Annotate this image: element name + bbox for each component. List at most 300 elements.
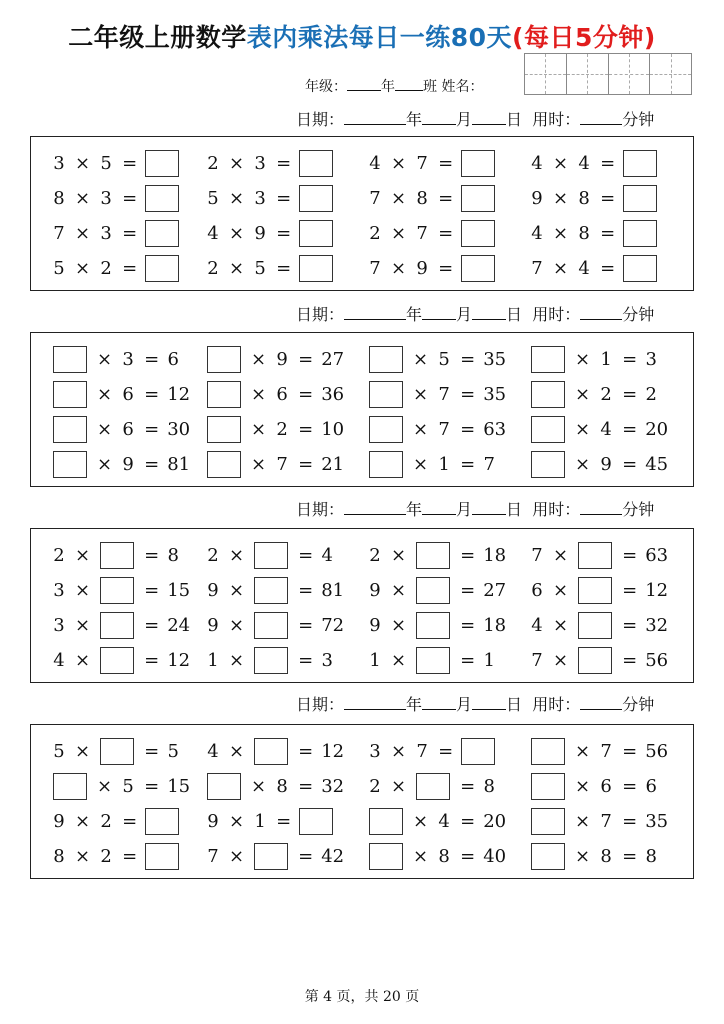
- number: 35: [483, 348, 507, 370]
- answer-box[interactable]: [299, 185, 333, 212]
- number: 9: [276, 348, 288, 370]
- number: 18: [483, 544, 507, 566]
- multiplication-problem: [53, 806, 179, 836]
- answer-box[interactable]: [369, 843, 403, 870]
- answer-box[interactable]: [254, 647, 288, 674]
- year-blank[interactable]: [344, 304, 406, 320]
- time-used-label: 用时：: [532, 695, 581, 714]
- number: 7: [600, 810, 612, 832]
- class-blank[interactable]: [395, 77, 423, 91]
- multiplication-problem: [207, 610, 344, 640]
- multiplication-problem: [207, 253, 333, 283]
- multiplication-problem: [207, 218, 333, 248]
- number: 7: [600, 740, 612, 762]
- answer-box[interactable]: [531, 738, 565, 765]
- number: 30: [167, 418, 191, 440]
- month-blank[interactable]: [422, 109, 456, 125]
- name-grid-cell[interactable]: [525, 54, 567, 94]
- answer-box[interactable]: [207, 451, 241, 478]
- number: 3: [321, 649, 333, 671]
- multiplication-problem: [207, 841, 344, 871]
- number: 8: [438, 845, 450, 867]
- month-label: 月: [456, 110, 473, 129]
- date-time-line: [296, 302, 696, 325]
- answer-box[interactable]: [461, 738, 495, 765]
- answer-box[interactable]: [623, 220, 657, 247]
- month-label: 月: [456, 500, 473, 519]
- equals-sign: =: [622, 348, 638, 370]
- multiplication-problem: [531, 771, 657, 801]
- month-blank[interactable]: [422, 694, 456, 710]
- number: 7: [438, 383, 450, 405]
- number: 63: [645, 544, 669, 566]
- answer-box[interactable]: [254, 612, 288, 639]
- equals-sign: =: [460, 810, 476, 832]
- equals-sign: =: [460, 614, 476, 636]
- equals-sign: =: [144, 418, 160, 440]
- times-sign: ×: [391, 579, 407, 601]
- times-sign: ×: [575, 453, 591, 475]
- equals-sign: =: [460, 348, 476, 370]
- number: 2: [207, 544, 219, 566]
- equals-sign: =: [438, 222, 454, 244]
- multiplication-problem: [207, 148, 333, 178]
- name-grid-cell[interactable]: [650, 54, 691, 94]
- number: 4: [369, 152, 381, 174]
- multiplication-problem: [369, 771, 495, 801]
- answer-box[interactable]: [531, 416, 565, 443]
- number: 2: [100, 810, 112, 832]
- number: 27: [321, 348, 345, 370]
- date-time-line: [296, 497, 696, 520]
- number: 36: [321, 383, 345, 405]
- number: 3: [100, 187, 112, 209]
- day-blank[interactable]: [472, 109, 506, 125]
- multiplication-problem: [531, 414, 668, 444]
- times-sign: ×: [75, 810, 91, 832]
- times-sign: ×: [75, 614, 91, 636]
- answer-box[interactable]: [461, 150, 495, 177]
- number: 3: [53, 614, 65, 636]
- answer-box[interactable]: [578, 647, 612, 674]
- equals-sign: =: [460, 544, 476, 566]
- number: 4: [578, 257, 590, 279]
- number: 10: [321, 418, 345, 440]
- equals-sign: =: [298, 453, 314, 475]
- number: 4: [578, 152, 590, 174]
- answer-box[interactable]: [145, 808, 179, 835]
- number: 2: [100, 257, 112, 279]
- equals-sign: =: [460, 579, 476, 601]
- exercise-section: [30, 724, 694, 879]
- times-sign: ×: [75, 845, 91, 867]
- times-sign: ×: [229, 257, 245, 279]
- number: 1: [369, 649, 381, 671]
- equals-sign: =: [622, 649, 638, 671]
- multiplication-problem: [53, 183, 179, 213]
- times-sign: ×: [553, 544, 569, 566]
- equals-sign: =: [144, 740, 160, 762]
- times-sign: ×: [553, 257, 569, 279]
- times-sign: ×: [391, 257, 407, 279]
- answer-box[interactable]: [207, 773, 241, 800]
- answer-box[interactable]: [299, 150, 333, 177]
- times-sign: ×: [413, 453, 429, 475]
- number: 72: [321, 614, 345, 636]
- equals-sign: =: [460, 383, 476, 405]
- times-sign: ×: [413, 383, 429, 405]
- number: 24: [167, 614, 191, 636]
- number: 6: [645, 775, 657, 797]
- answer-box[interactable]: [531, 808, 565, 835]
- answer-box[interactable]: [299, 255, 333, 282]
- number: 12: [167, 383, 191, 405]
- answer-box[interactable]: [531, 451, 565, 478]
- answer-box[interactable]: [145, 185, 179, 212]
- month-blank[interactable]: [422, 499, 456, 515]
- multiplication-problem: [53, 610, 190, 640]
- day-label: 日: [506, 695, 523, 714]
- times-sign: ×: [575, 810, 591, 832]
- multiplication-problem: [53, 148, 179, 178]
- multiplication-problem: [369, 414, 506, 444]
- number: 7: [416, 152, 428, 174]
- multiplication-problem: [369, 253, 495, 283]
- minutes-blank[interactable]: [580, 304, 622, 320]
- year-blank[interactable]: [344, 499, 406, 515]
- number: 4: [207, 740, 219, 762]
- answer-box[interactable]: [369, 808, 403, 835]
- exercise-row: [31, 806, 693, 836]
- number: 8: [53, 187, 65, 209]
- number: 4: [531, 152, 543, 174]
- answer-box[interactable]: [53, 346, 87, 373]
- multiplication-problem: [531, 449, 668, 479]
- equals-sign: =: [144, 614, 160, 636]
- answer-box[interactable]: [100, 542, 134, 569]
- answer-box[interactable]: [416, 577, 450, 604]
- times-sign: ×: [97, 383, 113, 405]
- times-sign: ×: [75, 544, 91, 566]
- number: 5: [207, 187, 219, 209]
- answer-box[interactable]: [207, 416, 241, 443]
- answer-box[interactable]: [416, 647, 450, 674]
- times-sign: ×: [575, 418, 591, 440]
- number: 56: [645, 740, 669, 762]
- equals-sign: =: [460, 775, 476, 797]
- answer-box[interactable]: [416, 542, 450, 569]
- answer-box[interactable]: [53, 381, 87, 408]
- answer-box[interactable]: [100, 577, 134, 604]
- times-sign: ×: [413, 810, 429, 832]
- number: 8: [645, 845, 657, 867]
- answer-box[interactable]: [369, 416, 403, 443]
- equals-sign: =: [298, 649, 314, 671]
- equals-sign: =: [438, 257, 454, 279]
- answer-box[interactable]: [578, 612, 612, 639]
- number: 7: [416, 740, 428, 762]
- number: 4: [531, 222, 543, 244]
- answer-box[interactable]: [53, 773, 87, 800]
- answer-box[interactable]: [578, 577, 612, 604]
- times-sign: ×: [229, 614, 245, 636]
- equals-sign: =: [600, 152, 616, 174]
- times-sign: ×: [229, 544, 245, 566]
- number: 9: [254, 222, 266, 244]
- multiplication-problem: [369, 344, 506, 374]
- number: 9: [53, 810, 65, 832]
- number: 9: [600, 453, 612, 475]
- number: 8: [578, 187, 590, 209]
- multiplication-problem: [369, 645, 495, 675]
- number: 12: [167, 649, 191, 671]
- exercise-row: [31, 575, 693, 605]
- times-sign: ×: [229, 649, 245, 671]
- equals-sign: =: [298, 383, 314, 405]
- answer-box[interactable]: [369, 346, 403, 373]
- page-footer: [0, 986, 724, 1006]
- answer-box[interactable]: [254, 843, 288, 870]
- equals-sign: =: [460, 418, 476, 440]
- equals-sign: =: [298, 579, 314, 601]
- date-time-line: [296, 692, 696, 715]
- answer-box[interactable]: [369, 451, 403, 478]
- multiplication-problem: [207, 414, 344, 444]
- number: 4: [207, 222, 219, 244]
- number: 3: [645, 348, 657, 370]
- answer-box[interactable]: [461, 185, 495, 212]
- answer-box[interactable]: [461, 255, 495, 282]
- multiplication-problem: [369, 218, 495, 248]
- answer-box[interactable]: [623, 255, 657, 282]
- number: 8: [276, 775, 288, 797]
- number: 2: [645, 383, 657, 405]
- answer-box[interactable]: [416, 612, 450, 639]
- number: 2: [53, 544, 65, 566]
- answer-box[interactable]: [531, 381, 565, 408]
- times-sign: ×: [575, 775, 591, 797]
- multiplication-problem: [369, 841, 506, 871]
- multiplication-problem: [531, 379, 657, 409]
- answer-box[interactable]: [145, 220, 179, 247]
- equals-sign: =: [622, 740, 638, 762]
- number: 32: [321, 775, 345, 797]
- exercise-section: [30, 528, 694, 683]
- equals-sign: =: [276, 257, 292, 279]
- footer-prefix: 第: [304, 989, 319, 1005]
- number: 4: [438, 810, 450, 832]
- number: 4: [531, 614, 543, 636]
- grade-blank[interactable]: [347, 77, 381, 91]
- date-label: 日期：: [296, 500, 345, 519]
- times-sign: ×: [229, 579, 245, 601]
- name-writing-grid[interactable]: [524, 53, 692, 95]
- answer-box[interactable]: [145, 255, 179, 282]
- answer-box[interactable]: [416, 773, 450, 800]
- answer-box[interactable]: [53, 451, 87, 478]
- multiplication-problem: [207, 575, 344, 605]
- multiplication-problem: [207, 183, 333, 213]
- student-info-line: [305, 76, 483, 96]
- number: 9: [207, 810, 219, 832]
- footer-page-number: 4: [323, 989, 333, 1005]
- year-label: 年: [406, 110, 423, 129]
- exercise-row: [31, 736, 693, 766]
- grade-label: 年级：: [305, 79, 347, 95]
- answer-box[interactable]: [145, 843, 179, 870]
- times-sign: ×: [251, 418, 267, 440]
- answer-box[interactable]: [254, 577, 288, 604]
- number: 20: [645, 418, 669, 440]
- answer-box[interactable]: [53, 416, 87, 443]
- answer-box[interactable]: [207, 346, 241, 373]
- answer-box[interactable]: [299, 220, 333, 247]
- answer-box[interactable]: [369, 381, 403, 408]
- answer-box[interactable]: [100, 738, 134, 765]
- equals-sign: =: [622, 383, 638, 405]
- number: 42: [321, 845, 345, 867]
- multiplication-problem: [369, 148, 495, 178]
- number: 12: [645, 579, 669, 601]
- equals-sign: =: [122, 257, 138, 279]
- equals-sign: =: [622, 775, 638, 797]
- equals-sign: =: [622, 544, 638, 566]
- answer-box[interactable]: [100, 647, 134, 674]
- exercise-row: [31, 449, 693, 479]
- equals-sign: =: [276, 810, 292, 832]
- equals-sign: =: [622, 453, 638, 475]
- answer-box[interactable]: [207, 381, 241, 408]
- times-sign: ×: [575, 740, 591, 762]
- times-sign: ×: [75, 152, 91, 174]
- date-time-line: [296, 107, 696, 130]
- minutes-blank[interactable]: [580, 109, 622, 125]
- exercise-row: [31, 540, 693, 570]
- answer-box[interactable]: [578, 542, 612, 569]
- equals-sign: =: [144, 383, 160, 405]
- equals-sign: =: [144, 348, 160, 370]
- year-blank[interactable]: [344, 109, 406, 125]
- times-sign: ×: [391, 544, 407, 566]
- month-blank[interactable]: [422, 304, 456, 320]
- number: 56: [645, 649, 669, 671]
- equals-sign: =: [600, 187, 616, 209]
- times-sign: ×: [553, 187, 569, 209]
- minutes-blank[interactable]: [580, 694, 622, 710]
- multiplication-problem: [53, 841, 179, 871]
- month-label: 月: [456, 305, 473, 324]
- times-sign: ×: [75, 740, 91, 762]
- day-blank[interactable]: [472, 304, 506, 320]
- answer-box[interactable]: [299, 808, 333, 835]
- multiplication-problem: [369, 540, 506, 570]
- number: 18: [483, 614, 507, 636]
- day-blank[interactable]: [472, 499, 506, 515]
- times-sign: ×: [575, 383, 591, 405]
- equals-sign: =: [144, 579, 160, 601]
- day-label: 日: [506, 110, 523, 129]
- answer-box[interactable]: [531, 773, 565, 800]
- multiplication-problem: [53, 218, 179, 248]
- number: 4: [600, 418, 612, 440]
- multiplication-problem: [531, 736, 668, 766]
- times-sign: ×: [413, 348, 429, 370]
- number: 2: [207, 152, 219, 174]
- times-sign: ×: [229, 222, 245, 244]
- equals-sign: =: [460, 845, 476, 867]
- minutes-blank[interactable]: [580, 499, 622, 515]
- answer-box[interactable]: [531, 346, 565, 373]
- footer-suffix: 页: [405, 989, 420, 1005]
- name-label: 姓名：: [441, 79, 484, 95]
- answer-box[interactable]: [531, 843, 565, 870]
- equals-sign: =: [622, 579, 638, 601]
- number: 9: [369, 614, 381, 636]
- multiplication-problem: [531, 645, 668, 675]
- answer-box[interactable]: [623, 185, 657, 212]
- month-label: 月: [456, 695, 473, 714]
- times-sign: ×: [75, 222, 91, 244]
- number: 9: [207, 614, 219, 636]
- multiplication-problem: [207, 540, 333, 570]
- number: 3: [254, 152, 266, 174]
- title-duration: (每日5分钟): [512, 23, 656, 52]
- year-blank[interactable]: [344, 694, 406, 710]
- multiplication-problem: [531, 253, 657, 283]
- number: 6: [276, 383, 288, 405]
- number: 1: [254, 810, 266, 832]
- title-topic: 表内乘法每日一练80天: [246, 23, 513, 52]
- times-sign: ×: [391, 187, 407, 209]
- number: 20: [483, 810, 507, 832]
- number: 9: [122, 453, 134, 475]
- number: 6: [122, 418, 134, 440]
- multiplication-problem: [369, 575, 506, 605]
- answer-box[interactable]: [623, 150, 657, 177]
- year-label: 年: [406, 305, 423, 324]
- multiplication-problem: [53, 575, 190, 605]
- multiplication-problem: [53, 645, 190, 675]
- answer-box[interactable]: [254, 542, 288, 569]
- times-sign: ×: [75, 257, 91, 279]
- times-sign: ×: [553, 614, 569, 636]
- number: 5: [122, 775, 134, 797]
- number: 5: [100, 152, 112, 174]
- number: 1: [438, 453, 450, 475]
- multiplication-problem: [53, 736, 179, 766]
- number: 9: [416, 257, 428, 279]
- footer-total-pages: 20: [383, 989, 401, 1005]
- name-grid-cell[interactable]: [609, 54, 651, 94]
- times-sign: ×: [75, 579, 91, 601]
- answer-box[interactable]: [100, 612, 134, 639]
- number: 7: [531, 649, 543, 671]
- answer-box[interactable]: [254, 738, 288, 765]
- name-grid-cell[interactable]: [567, 54, 609, 94]
- equals-sign: =: [298, 775, 314, 797]
- multiplication-problem: [207, 344, 344, 374]
- answer-box[interactable]: [145, 150, 179, 177]
- equals-sign: =: [298, 348, 314, 370]
- answer-box[interactable]: [461, 220, 495, 247]
- number: 3: [53, 579, 65, 601]
- number: 3: [100, 222, 112, 244]
- number: 2: [276, 418, 288, 440]
- times-sign: ×: [391, 649, 407, 671]
- day-blank[interactable]: [472, 694, 506, 710]
- multiplication-problem: [369, 449, 495, 479]
- multiplication-problem: [369, 379, 506, 409]
